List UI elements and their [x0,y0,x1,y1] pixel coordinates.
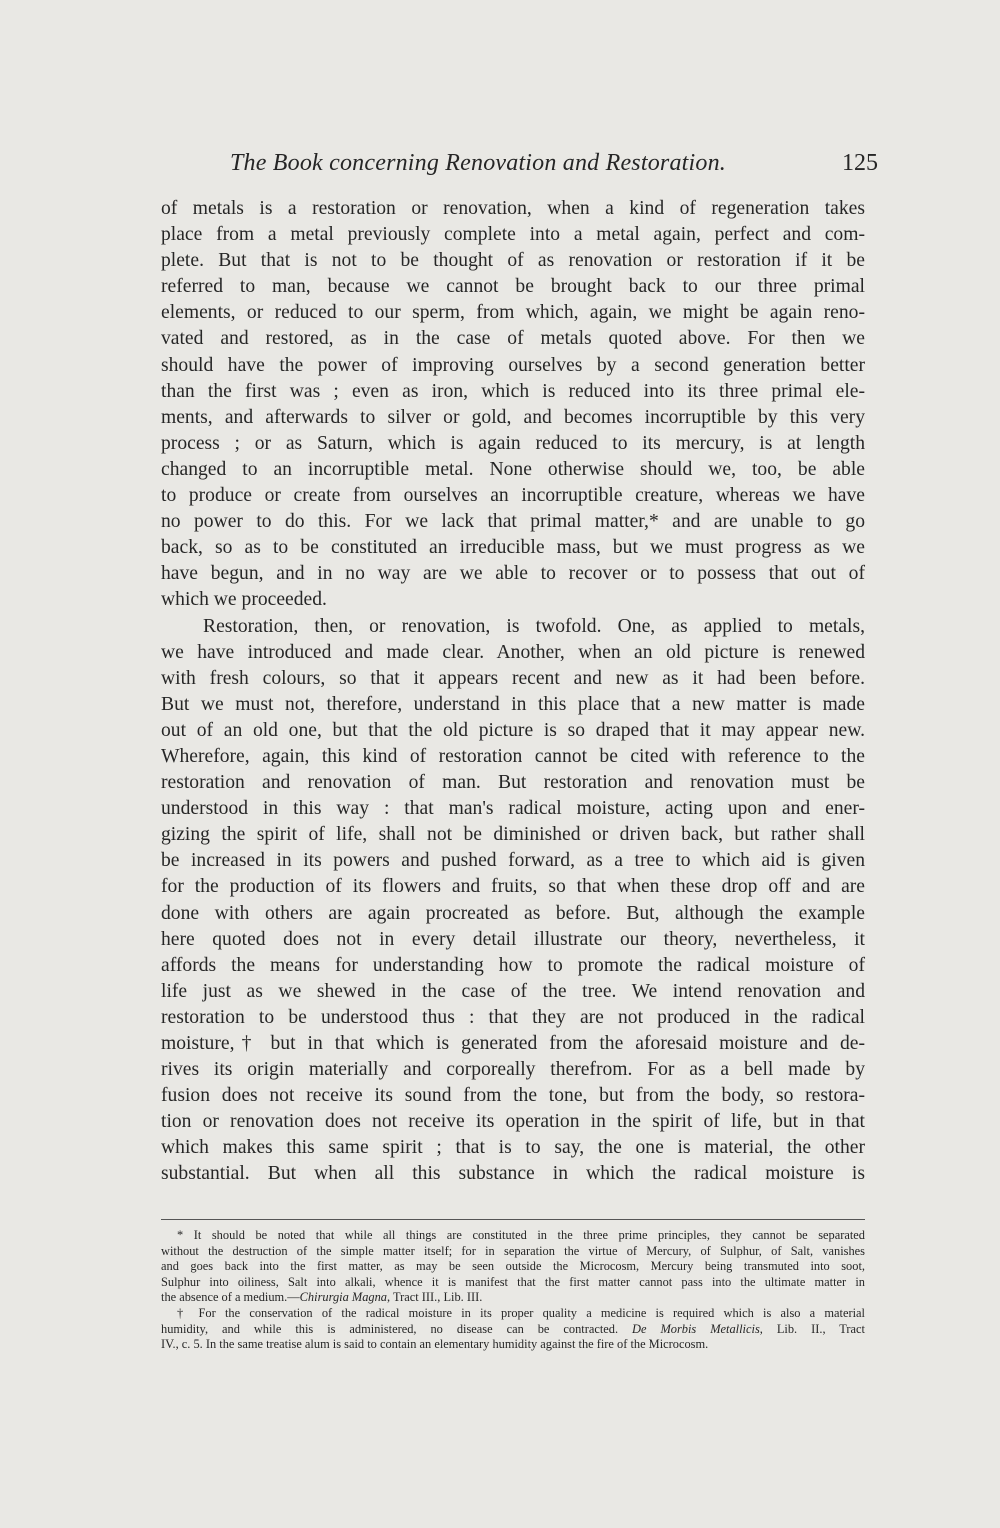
footnote-line [161,1290,865,1306]
text-line: affords the means for understanding how to promote the radical moisture of [161,954,865,976]
text-line: understood in this way : that man's radical moisture, acting upon and ener- [161,798,865,820]
text-line: have begun, and in no way are we able to recover or to possess that out of [161,563,865,585]
text-line: to produce or create from ourselves an incorruptible creature, whereas we have [161,485,865,507]
text-line: referred to man, because we cannot be brought back to our three primal [161,276,865,298]
text-line: with fresh colours, so that it appears recent and new as it had been before. [161,667,865,689]
footnote-text: , Tract III., Lib. III. [387,1290,483,1305]
text-line: which makes this same spirit ; that is to say, the one is material, the other [161,1137,865,1159]
text-line: for the production of its flowers and fruits, so that when these drop off and are [161,876,865,898]
footnote-line: without the destruction of the simple matter itself; for in separation the virtue of Mercury, of Sulphur, of Salt, vanishes [161,1243,865,1258]
footnote-text: humidity, and while this is administered, no disease can be contracted. [161,1321,633,1336]
running-title: The Book concerning Renovation and Restoration. [230,150,726,176]
text-line: vated and restored, as in the case of metals quoted above. For then we [161,328,865,350]
footnote-line [161,1322,865,1338]
page-header [230,150,878,190]
text-line: substantial. But when all this substance in which the radical moisture is [161,1163,865,1185]
text-line: back, so as to be constituted an irreducible mass, but we must progress as we [161,537,865,559]
text-line: restoration to be understood thus : that they are not produced in the radical [161,1006,865,1028]
footnote-line: * It should be noted that while all things are constituted in the three prime principles, they cannot be separated [177,1228,865,1242]
text-line: changed to an incorruptible metal. None otherwise should we, too, be able [161,458,865,480]
footnote-line: Sulphur into oiliness, Salt into alkali, whence it is manifest that the first matter cannot pass into the ultimate matter in [161,1274,865,1289]
text-line: But we must not, therefore, understand in this place that a new matter is made [161,693,865,715]
text-line: should have the power of improving ourselves by a second generation better [161,354,865,376]
text-line: restoration and renovation of man. But restoration and renovation must be [161,772,865,794]
text-line: which we proceeded. [161,589,327,611]
body-text [161,196,865,1188]
page-number: 125 [842,150,878,176]
footnote-rule [161,1219,865,1220]
footnotes [161,1228,865,1353]
text-line: than the first was ; even as iron, which is reduced into its three primal ele- [161,380,865,402]
text-line: Wherefore, again, this kind of restoration cannot be cited with reference to the [161,745,865,767]
text-line: process ; or as Saturn, which is again reduced to its mercury, is at length [161,432,865,454]
text-line: tion or renovation does not receive its operation in the spirit of life, but in that [161,1111,865,1133]
footnote-text: the absence of a medium.— [161,1290,300,1305]
footnote-line: IV., c. 5. In the same treatise alum is said to contain an elementary humidity against the fire of the Microcosm. [161,1337,709,1352]
text-line: ments, and afterwards to silver or gold, and becomes incorruptible by this very [161,406,865,428]
paragraph-start-line: Restoration, then, or renovation, is twofold. One, as applied to metals, [203,615,865,637]
text-line: we have introduced and made clear. Another, when an old picture is renewed [161,641,865,663]
text-line: no power to do this. For we lack that primal matter,* and are unable to go [161,511,865,533]
text-line: done with others are again procreated as before. But, although the example [161,902,865,924]
text-line: place from a metal previously complete into a metal again, perfect and com- [161,224,865,246]
footnote-text: , Lib. II., Tract [759,1321,865,1336]
text-line: be increased in its powers and pushed forward, as a tree to which aid is given [161,850,865,872]
text-line: here quoted does not in every detail illustrate our theory, nevertheless, it [161,928,865,950]
text-line: life just as we shewed in the case of the tree. We intend renovation and [161,980,865,1002]
citation-title: Chirurgia Magna [299,1290,387,1305]
text-line: rives its origin materially and corporeally therefrom. For as a bell made by [161,1059,865,1081]
text-line: out of an old one, but that the old picture is so draped that it may appear new. [161,719,865,741]
footnote-line: and goes back into the first matter, as may be seen outside the Microcosm, Mercury being transmuted into soot, [161,1259,865,1274]
text-line: gizing the spirit of life, shall not be diminished or driven back, but rather shall [161,824,865,846]
text-line: plete. But that is not to be thought of as renovation or restoration if it be [161,250,865,272]
text-line: moisture,† but in that which is generated from the aforesaid moisture and de- [161,1033,865,1054]
text-line: elements, or reduced to our sperm, from which, again, we might be again reno- [161,302,865,324]
text-line: of metals is a restoration or renovation, when a kind of regeneration takes [161,198,865,219]
text-line: fusion does not receive its sound from the tone, but from the body, so restora- [161,1085,865,1107]
footnote-line: † For the conservation of the radical moisture in its proper quality a medicine is required which is also a material [177,1305,865,1320]
citation-title: De Morbis Metallicis [632,1321,760,1336]
